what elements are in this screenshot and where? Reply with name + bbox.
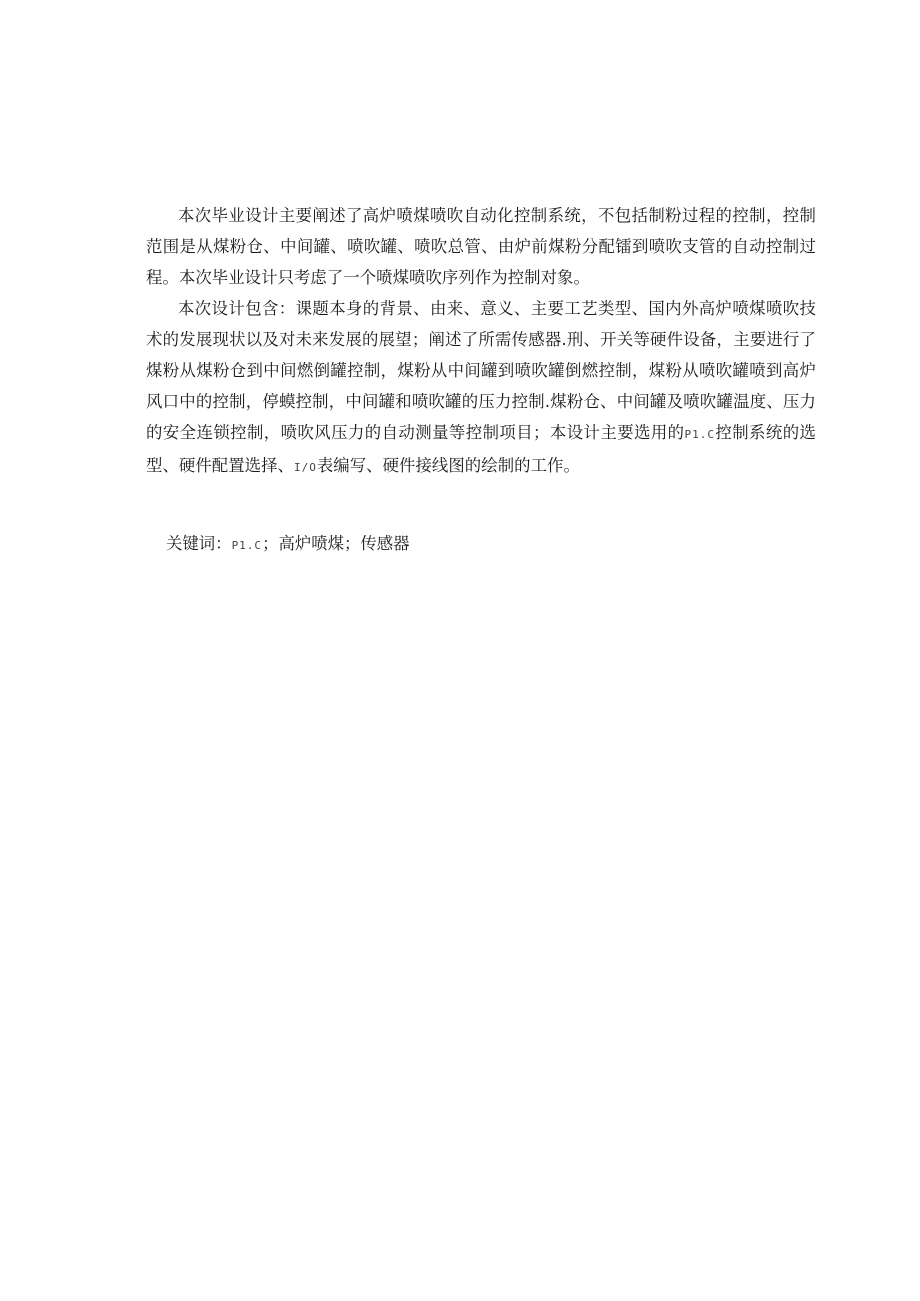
keywords-label: 关键词： (166, 534, 232, 553)
abstract-paragraph-2-text-c: 表编写、硬件接线图的绘制的工作。 (316, 456, 580, 475)
keywords-line (166, 528, 410, 561)
abstract-paragraph-2-text-b: 控制系统的选型、硬件配置选择、 (146, 423, 816, 475)
io-term: I/O (293, 461, 317, 474)
keyword-plc: P1.C (231, 539, 263, 552)
keywords-middle: ；高炉喷煤； (262, 534, 361, 553)
abstract-paragraph-1: 本次毕业设计主要阐述了高炉喷煤喷吹自动化控制系统，不包括制粉过程的控制，控制范围是从煤粉仓、中间罐、喷吹罐、喷吹总管、由炉前煤粉分配镭到喷吹支管的自动控制过程。本次毕业设计只考虑了一个喷煤喷吹序列作为控制对象。 (146, 206, 816, 287)
abstract-body (146, 200, 816, 483)
plc-term: P1.C (684, 428, 716, 441)
abstract-paragraph-2 (146, 293, 816, 483)
abstract-paragraph-2-text-a: 本次设计包含：课题本身的背景、由来、意义、主要工艺类型、国内外高炉喷煤喷吹技术的发展现状以及对未来发展的展望；阐述了所需传感器.刑、开关等硬件设备，主要进行了煤粉从煤粉仓到中间燃倒罐控制，煤粉从中间罐到喷吹罐倒燃控制，煤粉从喷吹罐喷到高炉风口中的控制，停蟆控制，中间罐和喷吹罐的压力控制.煤粉仓、中间罐及喷吹罐温度、压力的安全连锁控制，喷吹风压力的自动测量等控制项目；本设计主要选用的 (146, 299, 816, 442)
keyword-sensor: 传感器 (360, 534, 410, 553)
